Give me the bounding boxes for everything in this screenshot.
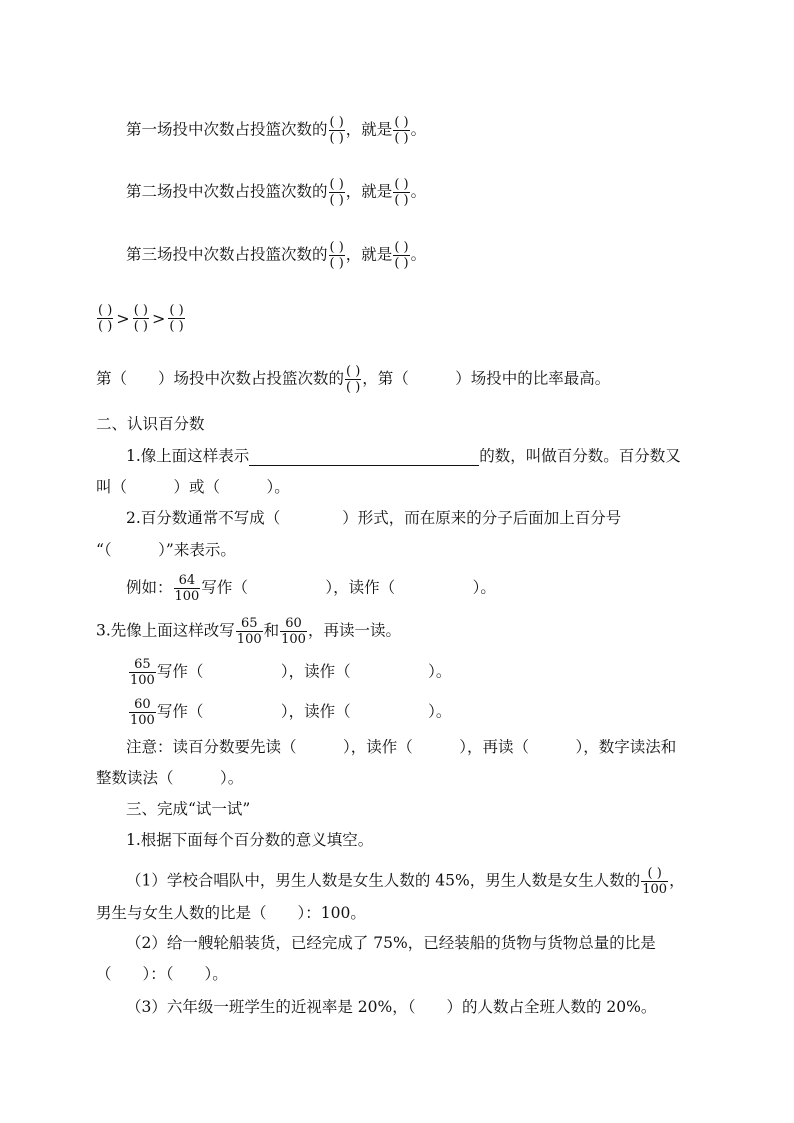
fraction-64-100: $\frac{64}{100}$ [174,573,200,604]
section-3-heading: 三、完成“试一试” [126,800,251,818]
fraction-65-100: $\frac{65}{100}$ [236,616,262,647]
note-row-cont: 整数读法（ ）。 [96,769,244,787]
fraction-blank: $\frac{( )}{( )}$ [329,240,344,271]
fraction-blank-100: $\frac{( )}{100}$ [642,866,668,897]
row-label: 第二场投中次数占投篮次数的 [126,182,328,201]
fraction-blank: $\frac{( )}{( )}$ [98,303,113,334]
fraction-blank: $\frac{( )}{( )}$ [329,177,344,208]
problem-3: （3）六年级一班学生的近视率是 20%，（ ）的人数占全班人数的 20%。 [126,998,657,1016]
greater-than-sign: > [116,308,130,328]
question-2-1: 1.像上面这样表示 的数，叫做百分数。百分数又 [126,447,681,465]
question-2-2: 2.百分数通常不写成（ ）形式，而在原来的分子后面加上百分号 [126,509,622,527]
fraction-blank: $\frac{( )}{( )}$ [346,364,361,395]
connector-text: ，就是 [345,182,393,201]
question-2-3: 3.先像上面这样改写 $\frac{65}{100}$ 和 $\frac{60}{100}$ ，再读一读。 [96,616,401,647]
rewrite-65-row: $\frac{65}{100}$ 写作（ ），读作（ ）。 [130,657,452,688]
fraction-blank: $\frac{( )}{( )}$ [169,303,184,334]
example-row: 例如： $\frac{64}{100}$ 写作（ ），读作（ ）。 [126,573,496,604]
note-row: 注意：读百分数要先读（ ），读作（ ），再读（ ），数字读法和 [126,738,677,756]
fraction-blank: $\frac{( )}{( )}$ [133,303,148,334]
problem-1-cont: 男生与女生人数的比是（ ）：100。 [96,904,366,922]
question-2-2-cont: “（ ）”来表示。 [96,541,236,559]
greater-than-sign: > [151,308,166,328]
fraction-60-100: $\frac{60}{100}$ [130,697,155,728]
problem-2: （2）给一艘轮船装货，已经完成了 75%，已经装船的货物与货物总量的比是 [126,934,656,952]
fraction-blank: $\frac{( )}{( )}$ [329,115,344,146]
fill-blank-line[interactable] [249,449,479,466]
connector-text: ，就是 [345,245,393,264]
row-label: 第一场投中次数占投篮次数的 [126,120,328,139]
row-game-2: 第二场投中次数占投篮次数的 $\frac{( )}{( )}$ ，就是 $\frac{( )}{( )}$ 。 [126,177,427,208]
row-label: 第三场投中次数占投篮次数的 [126,245,328,264]
fraction-65-100: $\frac{65}{100}$ [130,657,155,688]
fraction-blank: $\frac{( )}{( )}$ [394,240,409,271]
row-game-3: 第三场投中次数占投篮次数的 $\frac{( )}{( )}$ ，就是 $\frac{( )}{( )}$ 。 [126,240,427,271]
connector-text: ，就是 [345,120,393,139]
question-3-1: 1.根据下面每个百分数的意义填空。 [126,831,374,849]
fraction-blank: $\frac{( )}{( )}$ [394,177,409,208]
fraction-comparison [96,303,186,334]
section-2-heading: 二、认识百分数 [96,415,205,433]
question-2-1-cont: 叫（ ）或（ ）。 [96,478,290,496]
highest-rate-row: 第（ ）场投中次数占投篮次数的 $\frac{( )}{( )}$ ，第（ ）场投中的比率最高。 [96,364,611,395]
rewrite-60-row: $\frac{60}{100}$ 写作（ ），读作（ ）。 [130,697,452,728]
problem-1: （1）学校合唱队中，男生人数是女生人数的 45%，男生人数是女生人数的 $\frac{( )}{100}$ ， [126,866,685,897]
problem-2-cont: （ ）：（ ）。 [96,965,228,983]
row-game-1: 第一场投中次数占投篮次数的 $\frac{( )}{( )}$ ，就是 $\frac{( )}{( )}$ 。 [126,115,427,146]
fraction-blank: $\frac{( )}{( )}$ [394,115,409,146]
fraction-60-100: $\frac{60}{100}$ [281,616,306,647]
